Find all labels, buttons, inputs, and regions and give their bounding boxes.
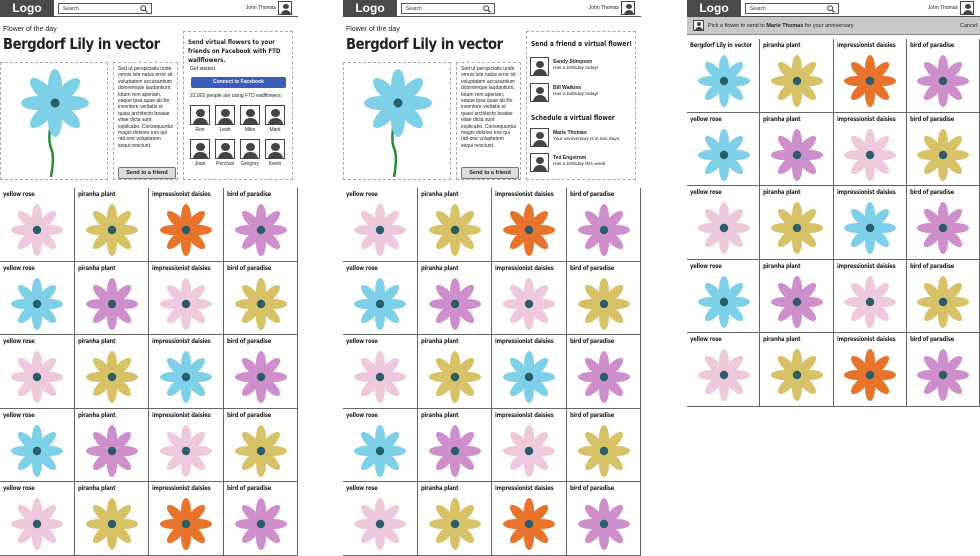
- flower-icon: [231, 421, 291, 481]
- flower-name: piranha plant: [420, 190, 458, 198]
- user-avatar-icon[interactable]: [960, 1, 974, 15]
- virtual-flower-box: [526, 31, 636, 180]
- friend-name: Kevin: [268, 161, 282, 167]
- flower-icon: [574, 494, 634, 554]
- user-avatar-icon[interactable]: [621, 1, 635, 15]
- flower-name: bird of paradise: [909, 188, 954, 196]
- scheduled-item[interactable]: [530, 153, 630, 173]
- flower-name: piranha plant: [763, 114, 801, 123]
- flower-tile[interactable]: [567, 262, 642, 336]
- flower-icon: [694, 272, 754, 332]
- flower-tile[interactable]: [567, 188, 642, 262]
- flower-name: bird of paradise: [569, 263, 614, 272]
- flower-tile[interactable]: [0, 409, 75, 483]
- flower-tile[interactable]: [224, 482, 299, 556]
- flower-tile[interactable]: [343, 262, 418, 336]
- flower-name: piranha plant: [420, 337, 458, 345]
- logo[interactable]: Logo: [343, 0, 397, 17]
- flower-description: Sed ut perspiciatis unde omnis iste natus error sit voluptatem accusantium doloremque laudantium, totam rem aperiam, eaque ipsa quae ab illo inventore veritatis et quasi architecto beatae vitae dicta sunt explicabo. Consequuntur magni dolores eos qui rati-one voluptatem sequi nesciunt.: [461, 66, 517, 149]
- logo[interactable]: Logo: [0, 0, 54, 17]
- recipient-name: Marie Thomas: [766, 23, 804, 29]
- flower-tile[interactable]: [343, 409, 418, 483]
- search-icon[interactable]: [140, 5, 148, 13]
- flower-name: piranha plant: [420, 484, 458, 492]
- flower-tile[interactable]: [75, 262, 150, 336]
- scheduled-item[interactable]: [530, 128, 630, 148]
- flower-name: yellow rose: [3, 190, 35, 198]
- flower-name: bird of paradise: [909, 261, 954, 270]
- flower-name: yellow rose: [690, 114, 722, 123]
- flower-tile[interactable]: [492, 409, 567, 483]
- flower-name: bird of paradise: [569, 484, 614, 492]
- flower-name: impressionist daisies: [152, 410, 211, 419]
- flower-icon: [425, 421, 485, 481]
- flower-tile[interactable]: [343, 482, 418, 556]
- flower-name: bird of paradise: [226, 410, 271, 419]
- flower-tile[interactable]: [760, 260, 833, 334]
- flower-tile[interactable]: [687, 39, 760, 113]
- flower-icon: [499, 421, 559, 481]
- flower-icon: [7, 347, 67, 407]
- friend-name: Ron: [195, 127, 205, 133]
- flower-of-day-label: Flower of the day: [3, 26, 57, 33]
- flower-tile[interactable]: [224, 335, 299, 409]
- person-event: Has a birthday today!: [553, 92, 599, 97]
- flower-icon: [82, 347, 142, 407]
- flower-name: bird of paradise: [569, 337, 614, 345]
- friend-name: Leah: [219, 127, 231, 133]
- flower-name: impressionist daisies: [836, 261, 896, 270]
- flower-icon: [574, 274, 634, 334]
- flower-icon: [767, 345, 827, 405]
- flower-tile[interactable]: [687, 186, 760, 260]
- flower-icon: [350, 274, 410, 334]
- flower-name: piranha plant: [77, 484, 115, 492]
- panel-flower-picker-wireframe: [687, 0, 980, 556]
- flower-name: piranha plant: [77, 263, 115, 272]
- flower-name: piranha plant: [420, 263, 458, 272]
- flower-icon: [694, 345, 754, 405]
- flower-icon: [694, 51, 754, 111]
- flower-tile[interactable]: [834, 39, 907, 113]
- flower-icon: [694, 198, 754, 258]
- flower-icon: [231, 347, 291, 407]
- flower-tile[interactable]: [834, 186, 907, 260]
- flower-tile[interactable]: [75, 335, 150, 409]
- user-name[interactable]: John Thomas: [927, 5, 958, 11]
- flower-name: impressionist daisies: [495, 263, 554, 272]
- flower-icon: [840, 51, 900, 111]
- featured-flower-image[interactable]: [343, 62, 451, 180]
- top-bar: [687, 0, 980, 17]
- flower-name: impressionist daisies: [495, 337, 554, 345]
- flower-description-box: [113, 62, 178, 180]
- flower-icon: [913, 51, 973, 111]
- flower-name: piranha plant: [77, 190, 115, 198]
- friend-avatar[interactable]: [240, 139, 262, 171]
- flower-name: bird of paradise: [909, 114, 954, 123]
- flower-name: piranha plant: [763, 261, 801, 270]
- flower-tile[interactable]: [224, 262, 299, 336]
- flower-description: Sed ut perspiciatis unde omnis iste natus error sit voluptatem accusantium doloremque laudantium, totam rem aperiam, eaque ipsa quae ab illo inventore veritatis et quasi architecto beatae vitae dicta sunt explicabo. Consequuntur magni dolores eos qui rati-one voluptatem sequi nesciunt.: [118, 66, 174, 149]
- flower-icon: [840, 125, 900, 185]
- flower-icon: [7, 274, 67, 334]
- person-event: Has a birthday today!: [553, 66, 599, 71]
- flower-tile[interactable]: [75, 188, 150, 262]
- flower-tile[interactable]: [567, 335, 642, 409]
- flower-tile[interactable]: [224, 188, 299, 262]
- logo[interactable]: Logo: [687, 0, 741, 17]
- flower-tile[interactable]: [760, 39, 833, 113]
- flower-name: bird of paradise: [226, 263, 271, 272]
- flower-tile[interactable]: [907, 186, 980, 260]
- flower-tile[interactable]: [760, 186, 833, 260]
- flower-name: yellow rose: [3, 337, 35, 345]
- flower-icon: [425, 347, 485, 407]
- flower-tile[interactable]: [0, 188, 75, 262]
- person-event: Your anniversary is in two days.: [553, 137, 621, 142]
- flower-description-box: [456, 62, 521, 180]
- friend-name: Gregory: [240, 161, 260, 167]
- flower-tile[interactable]: [907, 333, 980, 407]
- friend-avatar[interactable]: [190, 139, 212, 171]
- friend-avatar[interactable]: [265, 139, 287, 171]
- flower-icon: [82, 200, 142, 260]
- top-bar: [0, 0, 298, 17]
- friend-avatar[interactable]: [265, 105, 287, 137]
- search-placeholder: Search: [63, 6, 79, 12]
- flower-name: yellow rose: [346, 263, 378, 272]
- flower-tile[interactable]: [343, 188, 418, 262]
- flower-tile[interactable]: [0, 335, 75, 409]
- flower-icon: [574, 347, 634, 407]
- flower-icon: [350, 200, 410, 260]
- flower-tile[interactable]: [149, 262, 224, 336]
- user-name[interactable]: John Thomas: [588, 5, 619, 11]
- flower-tile[interactable]: [149, 188, 224, 262]
- flower-icon: [840, 198, 900, 258]
- search-placeholder: Search: [750, 6, 766, 12]
- user-name[interactable]: John Thomas: [245, 5, 276, 11]
- friend-avatar[interactable]: [190, 105, 212, 137]
- flower-icon: [694, 125, 754, 185]
- flower-icon: [7, 421, 67, 481]
- birthday-item[interactable]: [530, 57, 630, 77]
- flower-icon: [913, 272, 973, 332]
- flower-icon: [82, 494, 142, 554]
- search-icon[interactable]: [827, 5, 835, 13]
- flower-icon: [913, 198, 973, 258]
- flower-icon: [499, 347, 559, 407]
- flower-icon: [499, 494, 559, 554]
- flower-name: yellow rose: [3, 410, 35, 419]
- flower-icon: [82, 421, 142, 481]
- flower-name: impressionist daisies: [495, 410, 554, 419]
- featured-flower-image[interactable]: [0, 62, 108, 180]
- flower-name: bird of paradise: [226, 337, 271, 345]
- flower-icon: [82, 274, 142, 334]
- flower-name: bird of paradise: [909, 335, 954, 343]
- search-input[interactable]: [401, 3, 495, 14]
- flower-tile[interactable]: [907, 113, 980, 187]
- flower-name: impressionist daisies: [152, 337, 211, 345]
- flower-name: bird of paradise: [226, 484, 271, 492]
- flower-icon: [840, 345, 900, 405]
- flower-tile[interactable]: [492, 188, 567, 262]
- person-avatar-icon: [530, 57, 549, 76]
- flower-name: yellow rose: [690, 261, 722, 270]
- flower-icon: [7, 494, 67, 554]
- flower-tile[interactable]: [760, 333, 833, 407]
- get-started-label: Get started: [190, 66, 215, 72]
- flower-icon: [350, 347, 410, 407]
- flower-tile[interactable]: [834, 113, 907, 187]
- flower-icon: [499, 200, 559, 260]
- person-name: Sandy Stimpson: [553, 59, 593, 65]
- flower-name: piranha plant: [763, 41, 801, 49]
- flower-name: yellow rose: [346, 484, 378, 492]
- flower-icon: [767, 272, 827, 332]
- friend-name: Mark: [269, 127, 281, 133]
- flower-name: yellow rose: [690, 188, 722, 196]
- friend-name: Mike: [244, 127, 256, 133]
- flower-icon: [231, 274, 291, 334]
- flower-icon: [231, 494, 291, 554]
- flower-name: yellow rose: [346, 337, 378, 345]
- flower-name: impressionist daisies: [152, 190, 211, 198]
- search-placeholder: Search: [406, 6, 422, 12]
- connect-facebook-button[interactable]: Connect to Facebook: [191, 77, 286, 88]
- person-name: Marie Thomas: [553, 130, 587, 136]
- flower-tile[interactable]: [492, 482, 567, 556]
- flower-icon: [767, 125, 827, 185]
- search-icon[interactable]: [483, 5, 491, 13]
- flower-name: impressionist daisies: [836, 114, 896, 123]
- flower-icon: [156, 274, 216, 334]
- person-name: Ted Engstrom: [553, 155, 587, 161]
- top-bar: [343, 0, 641, 17]
- flower-tile[interactable]: [907, 39, 980, 113]
- flower-tile[interactable]: [492, 262, 567, 336]
- cancel-button[interactable]: Cancel: [959, 23, 977, 29]
- flower-name: piranha plant: [77, 410, 115, 419]
- flower-tile[interactable]: [0, 262, 75, 336]
- facebook-promo-box: [183, 31, 293, 180]
- flower-tile[interactable]: [343, 335, 418, 409]
- flower-tile[interactable]: [687, 333, 760, 407]
- flower-icon: [350, 421, 410, 481]
- friend-name: Percival: [216, 161, 234, 167]
- facebook-promo-heading: Send virtual flowers to your friends on Facebook with FTD wallflowers.: [188, 38, 281, 64]
- flower-tile[interactable]: [760, 113, 833, 187]
- user-avatar-icon[interactable]: [278, 1, 292, 15]
- flower-icon: [425, 200, 485, 260]
- flower-name: impressionist daisies: [836, 188, 896, 196]
- flower-name: yellow rose: [690, 335, 722, 343]
- virtual-flower-heading: Send a friend a virtual flower!: [531, 40, 632, 48]
- flower-name: impressionist daisies: [152, 484, 211, 492]
- flower-tile[interactable]: [0, 482, 75, 556]
- flower-name: yellow rose: [346, 410, 378, 419]
- person-avatar-icon: [530, 128, 549, 147]
- flower-icon: [156, 347, 216, 407]
- flower-tile[interactable]: [224, 409, 299, 483]
- flower-name: bird of paradise: [909, 41, 954, 49]
- flower-name: impressionist daisies: [152, 263, 211, 272]
- flower-icon: [767, 198, 827, 258]
- flower-tile[interactable]: [75, 482, 150, 556]
- flower-tile[interactable]: [834, 260, 907, 334]
- flower-tile[interactable]: [149, 409, 224, 483]
- picker-prompt: Pick a flower to send to Marie Thomas for your anniversary: [708, 23, 854, 29]
- flower-tile[interactable]: [149, 335, 224, 409]
- flower-icon: [7, 200, 67, 260]
- flower-name: Bergdorf Lily in vector: [690, 41, 753, 49]
- flower-tile[interactable]: [567, 482, 642, 556]
- flower-name: piranha plant: [420, 410, 458, 419]
- flower-tile[interactable]: [687, 113, 760, 187]
- flower-icon: [231, 200, 291, 260]
- flower-icon: [767, 51, 827, 111]
- send-to-friend-button[interactable]: Send to a friend: [461, 167, 519, 179]
- flower-tile[interactable]: [907, 260, 980, 334]
- flower-name: piranha plant: [763, 188, 801, 196]
- person-name: Bill Watkins: [553, 85, 582, 91]
- panel-facebook-wireframe: [0, 0, 298, 556]
- user-count-text: 21,002 people are using FTD wallflowers:: [190, 93, 282, 99]
- flower-icon: [913, 125, 973, 185]
- flower-tile[interactable]: [567, 409, 642, 483]
- page-title: Bergdorf Lily in vector: [3, 35, 160, 53]
- search-input[interactable]: [745, 3, 839, 14]
- flower-name: impressionist daisies: [836, 335, 896, 343]
- flower-tile[interactable]: [75, 409, 150, 483]
- friend-avatar[interactable]: [215, 105, 237, 137]
- flower-of-day-label: Flower of the day: [346, 26, 400, 33]
- flower-name: yellow rose: [3, 484, 35, 492]
- flower-icon: [425, 274, 485, 334]
- friend-avatar[interactable]: [215, 139, 237, 171]
- flower-tile[interactable]: [492, 335, 567, 409]
- flower-tile[interactable]: [418, 335, 493, 409]
- flower-icon: [156, 200, 216, 260]
- flower-tile[interactable]: [418, 409, 493, 483]
- flower-name: impressionist daisies: [495, 190, 554, 198]
- flower-tile[interactable]: [149, 482, 224, 556]
- recipient-avatar-icon: [693, 20, 704, 31]
- flower-icon: [156, 494, 216, 554]
- person-avatar-icon: [530, 153, 549, 172]
- flower-icon: [350, 494, 410, 554]
- flower-name: piranha plant: [763, 335, 801, 343]
- flower-name: yellow rose: [346, 190, 378, 198]
- flower-name: piranha plant: [77, 337, 115, 345]
- panel-virtual-flower-wireframe: [343, 0, 641, 556]
- flower-icon: [499, 274, 559, 334]
- send-to-friend-button[interactable]: Send to a friend: [118, 167, 176, 179]
- flower-name: bird of paradise: [569, 410, 614, 419]
- flower-tile[interactable]: [687, 260, 760, 334]
- flower-icon: [156, 421, 216, 481]
- schedule-heading: Schedule a virtual flower: [531, 114, 615, 122]
- flower-name: impressionist daisies: [495, 484, 554, 492]
- picker-bar: [687, 17, 980, 35]
- flower-name: impressionist daisies: [836, 41, 896, 49]
- search-input[interactable]: [58, 3, 152, 14]
- flower-icon: [913, 345, 973, 405]
- friend-avatar[interactable]: [240, 105, 262, 137]
- page-title: Bergdorf Lily in vector: [346, 35, 503, 53]
- flower-icon: [840, 272, 900, 332]
- flower-icon: [574, 200, 634, 260]
- flower-icon: [574, 421, 634, 481]
- flower-tile[interactable]: [418, 262, 493, 336]
- flower-tile[interactable]: [834, 333, 907, 407]
- birthday-item[interactable]: [530, 83, 630, 103]
- friend-name: Joan: [194, 161, 206, 167]
- flower-icon: [425, 494, 485, 554]
- person-avatar-icon: [530, 83, 549, 102]
- flower-tile[interactable]: [418, 188, 493, 262]
- flower-name: bird of paradise: [226, 190, 271, 198]
- flower-name: bird of paradise: [569, 190, 614, 198]
- flower-name: yellow rose: [3, 263, 35, 272]
- flower-tile[interactable]: [418, 482, 493, 556]
- person-event: Has a birthday this week.: [553, 162, 607, 167]
